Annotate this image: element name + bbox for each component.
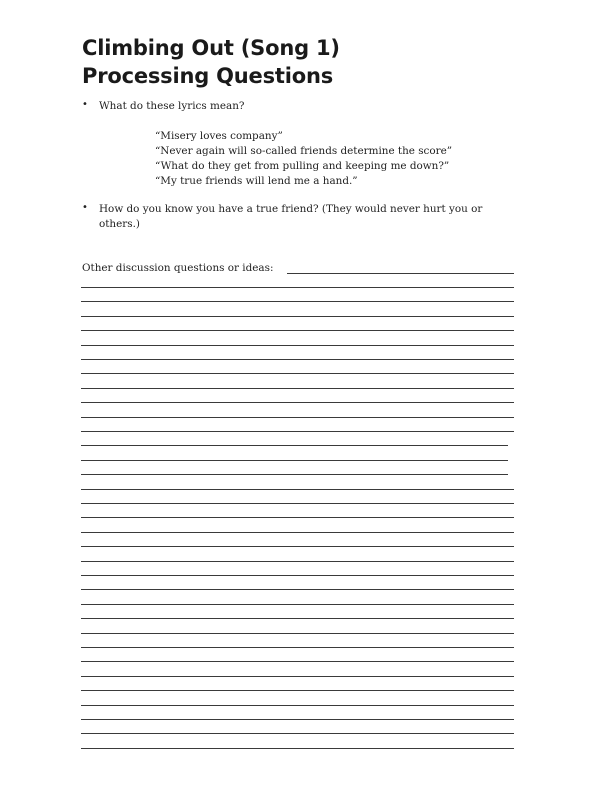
question-lyrics-meaning: [82, 99, 514, 114]
writing-line[interactable]: [81, 719, 514, 720]
lyric-quote: “What do they get from pulling and keeping me down?”: [155, 160, 450, 172]
lyric-quote: “Never again will so-called friends determine the score”: [155, 145, 453, 157]
question-text: What do these lyrics mean?: [99, 100, 245, 112]
writing-line[interactable]: [81, 388, 514, 389]
writing-line[interactable]: [81, 359, 514, 360]
writing-line[interactable]: [81, 330, 514, 331]
page-title: [82, 34, 340, 90]
lyric-quote: “Misery loves company”: [155, 130, 283, 142]
writing-line[interactable]: [81, 474, 508, 475]
writing-line[interactable]: [81, 546, 514, 547]
writing-line[interactable]: [81, 503, 514, 504]
writing-line[interactable]: [81, 301, 514, 302]
writing-line[interactable]: [287, 273, 514, 274]
question-text: How do you know you have a true friend? (They would never hurt you or others.): [99, 203, 483, 230]
writing-line[interactable]: [81, 532, 514, 533]
writing-line[interactable]: [81, 705, 514, 706]
writing-line[interactable]: [81, 402, 514, 403]
lyric-quote: “My true friends will lend me a hand.”: [155, 175, 358, 187]
writing-line[interactable]: [81, 460, 508, 461]
writing-line[interactable]: [81, 661, 514, 662]
writing-line[interactable]: [81, 733, 514, 734]
writing-line[interactable]: [81, 647, 514, 648]
writing-line[interactable]: [81, 316, 514, 317]
writing-line[interactable]: [81, 589, 514, 590]
writing-line[interactable]: [81, 517, 514, 518]
writing-line[interactable]: [81, 575, 514, 576]
writing-line[interactable]: [81, 676, 514, 677]
writing-line[interactable]: [81, 633, 514, 634]
writing-line[interactable]: [81, 417, 514, 418]
writing-line[interactable]: [81, 690, 514, 691]
writing-line[interactable]: [81, 604, 514, 605]
writing-line[interactable]: [81, 431, 514, 432]
discussion-label: Other discussion questions or ideas:: [82, 262, 274, 274]
writing-line[interactable]: [81, 373, 514, 374]
question-true-friend: [82, 202, 502, 232]
bullet-icon: •: [82, 202, 88, 213]
writing-line[interactable]: [81, 561, 514, 562]
writing-line[interactable]: [81, 748, 514, 749]
title-line-1: Climbing Out (Song 1): [82, 36, 340, 60]
bullet-icon: •: [82, 99, 88, 110]
writing-line[interactable]: [81, 287, 514, 288]
lyrics-quotes: [155, 129, 452, 189]
writing-line[interactable]: [81, 618, 514, 619]
writing-line[interactable]: [81, 445, 508, 446]
title-line-2: Processing Questions: [82, 64, 334, 88]
writing-line[interactable]: [81, 489, 514, 490]
writing-line[interactable]: [81, 345, 514, 346]
